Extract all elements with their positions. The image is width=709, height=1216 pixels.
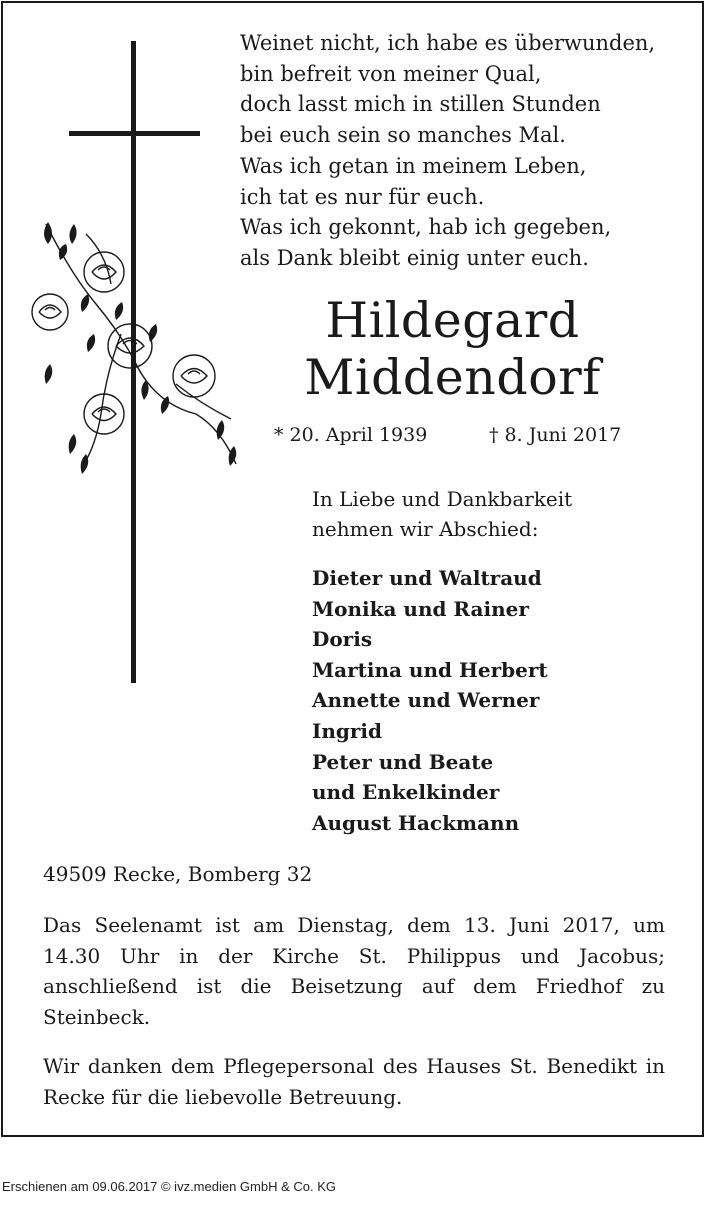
birth-date: * 20. April 1939	[274, 424, 428, 446]
poem-line: als Dank bleibt einig unter euch.	[240, 245, 589, 270]
poem-line: Was ich getan in meinem Leben,	[240, 153, 587, 178]
poem-line: bin befreit von meiner Qual,	[240, 61, 542, 86]
poem-line: Was ich gekonnt, hab ich gegeben,	[240, 215, 612, 240]
mourner-name: Monika und Rainer	[312, 596, 529, 621]
poem-line: bei euch sein so manches Mal.	[240, 123, 566, 148]
mourner-name: und Enkelkinder	[312, 780, 500, 805]
farewell-line: nehmen wir Abschied:	[312, 517, 539, 541]
mourners-list	[312, 563, 548, 838]
cross-bar	[69, 131, 200, 136]
poem-line: ich tat es nur für euch.	[240, 184, 485, 209]
mourner-name: Ingrid	[312, 718, 382, 743]
thanks-note: Wir danken dem Pflegepersonal des Hauses St. Benedikt in Recke für die liebevolle Betreuung.	[43, 1054, 665, 1109]
poem-line: doch lasst mich in stillen Stunden	[240, 92, 601, 117]
death-date: † 8. Juni 2017	[489, 424, 622, 446]
mourner-name: Peter und Beate	[312, 749, 494, 774]
farewell-text	[312, 484, 572, 544]
farewell-line: In Liebe und Dankbarkeit	[312, 487, 573, 511]
roses-icon	[26, 214, 246, 494]
poem	[240, 28, 680, 274]
mourner-name: Annette und Werner	[312, 688, 540, 713]
mourner-name: Doris	[312, 627, 373, 652]
mourner-name: August Hackmann	[312, 810, 520, 835]
publication-footer: Erschienen am 09.06.2017 © ivz.medien GmbH & Co. KG	[2, 1179, 337, 1194]
last-name: Middendorf	[304, 349, 601, 406]
mourner-name: Dieter und Waltraud	[312, 566, 542, 590]
service-announcement: Das Seelenamt ist am Dienstag, dem 13. Juni 2017, um 14.30 Uhr in der Kirche St. Philippus und Jacobus; anschließend ist die Beisetzung auf dem Friedhof zu Steinbeck.	[43, 913, 665, 1029]
address: 49509 Recke, Bomberg 32	[43, 862, 313, 886]
first-name: Hildegard	[325, 292, 580, 349]
deceased-name	[270, 292, 635, 406]
poem-line: Weinet nicht, ich habe es überwunden,	[240, 31, 656, 55]
mourner-name: Martina und Herbert	[312, 657, 548, 682]
